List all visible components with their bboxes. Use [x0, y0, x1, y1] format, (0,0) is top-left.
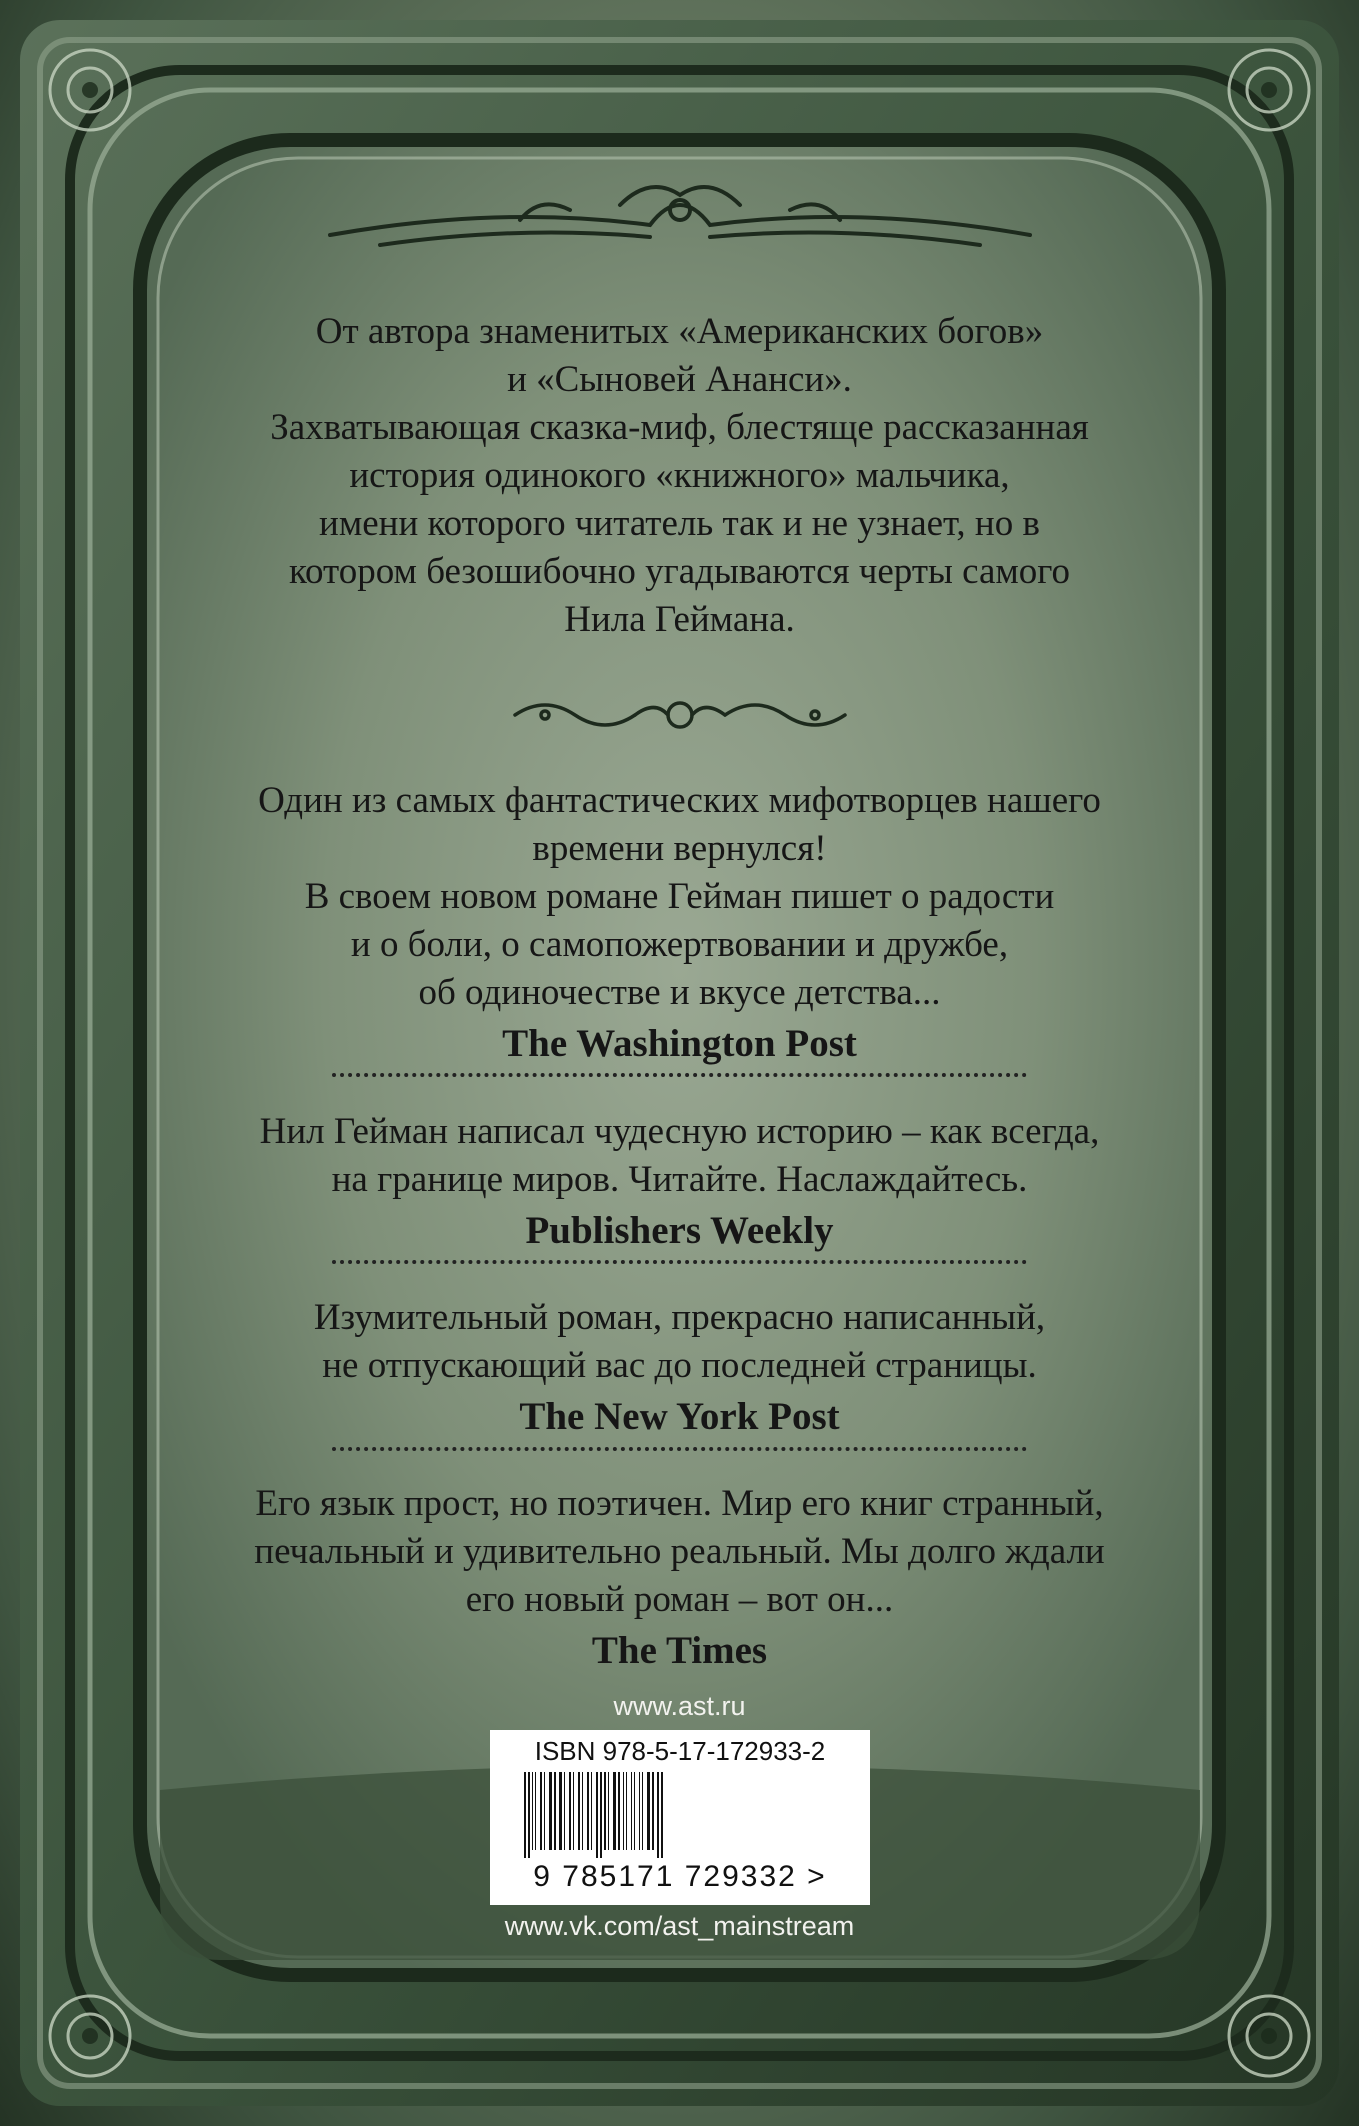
intro-block — [150, 308, 1209, 644]
review-line: не отпускающий вас до последней страницы. — [322, 1345, 1037, 1386]
review-line: Нил Гейман написал чудесную историю – как всегда, — [259, 1111, 1100, 1152]
publisher-vk-link: www.vk.com/ast_mainstream — [504, 1911, 855, 1941]
review-source: The Times — [591, 1629, 768, 1672]
isbn-barcode — [490, 1730, 870, 1905]
barcode-bar — [532, 1772, 533, 1850]
barcode-bar — [600, 1772, 602, 1858]
intro-line: От автора знаменитых «Американских богов» — [315, 311, 1044, 352]
barcode-bar — [528, 1772, 530, 1858]
review-source: The Washington Post — [502, 1022, 857, 1065]
barcode-bar — [582, 1772, 583, 1850]
review-line: Его язык прост, но поэтичен. Мир его книг странный, — [255, 1483, 1104, 1524]
barcode-bar — [642, 1772, 643, 1850]
barcode-bar — [564, 1772, 565, 1850]
barcode-bar — [587, 1772, 589, 1850]
barcode-bar — [573, 1772, 574, 1850]
barcode-bar — [626, 1772, 627, 1850]
barcode-bar — [639, 1772, 640, 1850]
barcode-bar — [631, 1772, 632, 1850]
barcode-bars — [520, 1772, 840, 1858]
barcode-bar — [652, 1772, 654, 1850]
barcode-bar — [544, 1772, 545, 1850]
content-panel — [150, 150, 1209, 1965]
barcode-bar — [524, 1772, 526, 1858]
barcode-bar — [578, 1772, 580, 1850]
review-block — [150, 1480, 1209, 1676]
barcode-bar — [540, 1772, 542, 1850]
barcode-bar — [604, 1772, 606, 1850]
barcode-bar — [647, 1772, 650, 1850]
barcode-bar — [554, 1772, 556, 1850]
middle-flourish-ornament — [505, 690, 855, 740]
barcode-bar — [569, 1772, 571, 1850]
barcode-bar — [618, 1772, 620, 1850]
barcode-bar — [549, 1772, 552, 1850]
review-line: печальный и удивительно реальный. Мы долго ждали — [254, 1531, 1105, 1572]
dotted-divider — [332, 1447, 1027, 1451]
review-line: В своем новом романе Гейман пишет о радости — [304, 876, 1055, 917]
review-block — [150, 1108, 1209, 1256]
review-line: времени вернулся! — [532, 828, 827, 869]
review-line: его новый роман – вот он... — [465, 1579, 894, 1620]
barcode-bar — [634, 1772, 635, 1850]
publisher-website: www.ast.ru — [613, 1691, 746, 1721]
barcode-bar — [559, 1772, 562, 1850]
barcode-bar — [661, 1772, 663, 1858]
review-line: Один из самых фантастических мифотворцев нашего — [258, 780, 1101, 821]
review-source: The New York Post — [519, 1395, 840, 1438]
review-block — [150, 777, 1209, 1069]
intro-line: котором безошибочно угадываются черты самого — [288, 551, 1071, 592]
intro-line: история одинокого «книжного» мальчика, — [349, 455, 1010, 496]
barcode-bar — [591, 1772, 592, 1850]
intro-line: Захватывающая сказка-миф, блестяще рассказанная — [270, 407, 1089, 448]
review-line: об одиночестве и вкусе детства... — [418, 972, 941, 1013]
barcode-bar — [657, 1772, 659, 1858]
barcode-bar — [623, 1772, 624, 1850]
barcode-bar — [613, 1772, 616, 1850]
review-line: Изумительный роман, прекрасно написанный, — [313, 1297, 1046, 1338]
dotted-divider — [332, 1073, 1027, 1077]
review-block — [150, 1294, 1209, 1442]
dotted-divider — [332, 1260, 1027, 1264]
barcode-bar — [608, 1772, 609, 1850]
review-line: на границе миров. Читайте. Наслаждайтесь. — [331, 1159, 1028, 1200]
intro-line: имени которого читатель так и не узнает, но в — [319, 503, 1040, 544]
intro-line: и «Сыновей Ананси». — [507, 359, 852, 400]
intro-line: Нила Геймана. — [564, 599, 795, 640]
barcode-bar — [596, 1772, 598, 1858]
review-line: и о боли, о самопожертвовании и дружбе, — [350, 924, 1009, 965]
isbn-number: ISBN 978-5-17-172933-2 — [534, 1736, 826, 1766]
barcode-bar — [535, 1772, 536, 1850]
review-source: Publishers Weekly — [525, 1209, 834, 1252]
barcode-digits: 9 785171 729332 > — [533, 1860, 827, 1893]
